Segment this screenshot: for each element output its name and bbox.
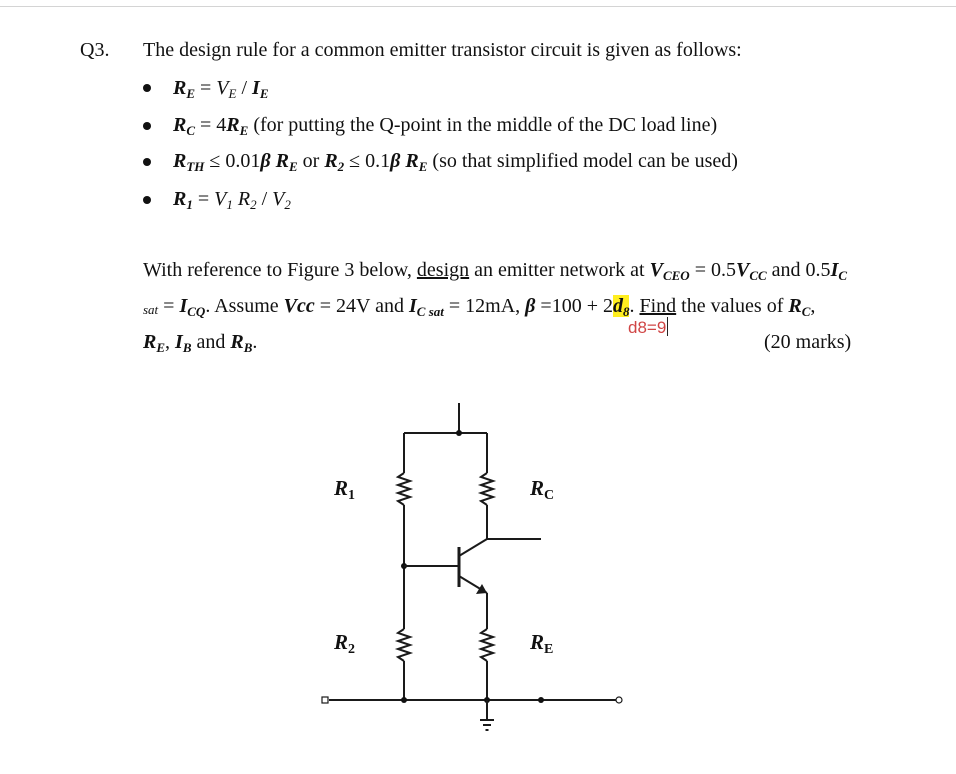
rule-1: $R_E = V_E / I_E$ <box>173 77 269 101</box>
annotation-comment[interactable]: d8=9 <box>628 318 667 337</box>
r1-label: R1 <box>334 476 356 503</box>
emitter-arrow-icon <box>476 584 487 594</box>
rule-4: $R_1 = V_1$ $R_2 / V_2$ <box>173 188 291 212</box>
question-number: Q3. <box>80 39 110 61</box>
rc-resistor-icon <box>481 473 493 505</box>
question-intro: The design rule for a common emitter transistor circuit is given as follows: <box>143 39 742 61</box>
rc-label: RC <box>530 476 555 503</box>
r1-resistor-icon <box>398 473 410 505</box>
junction-dot <box>401 697 407 703</box>
input-terminal-icon <box>322 697 328 703</box>
re-label: RE <box>530 630 554 657</box>
paragraph-line-2: sat = $I_{CQ}$. Assume Vcc = 24V and $I_{C sat} = 12mA$, $\beta =100 + 2d_8$. Find the values of $R_C$, <box>143 295 816 319</box>
rule-2: $R_C = 4R_E$ (for putting the Q-point in the middle of the DC load line) <box>173 114 718 138</box>
junction-dot <box>538 697 544 703</box>
paragraph-line-1: With reference to Figure 3 below, design an emitter network at $V_{CEO} = 0.5V_{CC}$ and $0.5I_C$ <box>143 259 848 283</box>
r2-resistor-icon <box>398 629 410 661</box>
junction-dot <box>456 430 462 436</box>
output-terminal-icon <box>616 697 622 703</box>
marks-label: (20 marks) <box>764 331 852 353</box>
transistor-collector-leg <box>459 539 487 556</box>
re-resistor-icon <box>481 629 493 661</box>
r2-label: R2 <box>334 630 356 657</box>
rule-3: $R_{TH} \le 0.01\beta$ $R_E$ or $R_2 \le 0.1\beta$ $R_E$ (so that simplified model can be used) <box>173 150 738 174</box>
paragraph-line-3: $R_E$, $I_B$ and $R_B$. <box>143 331 258 355</box>
